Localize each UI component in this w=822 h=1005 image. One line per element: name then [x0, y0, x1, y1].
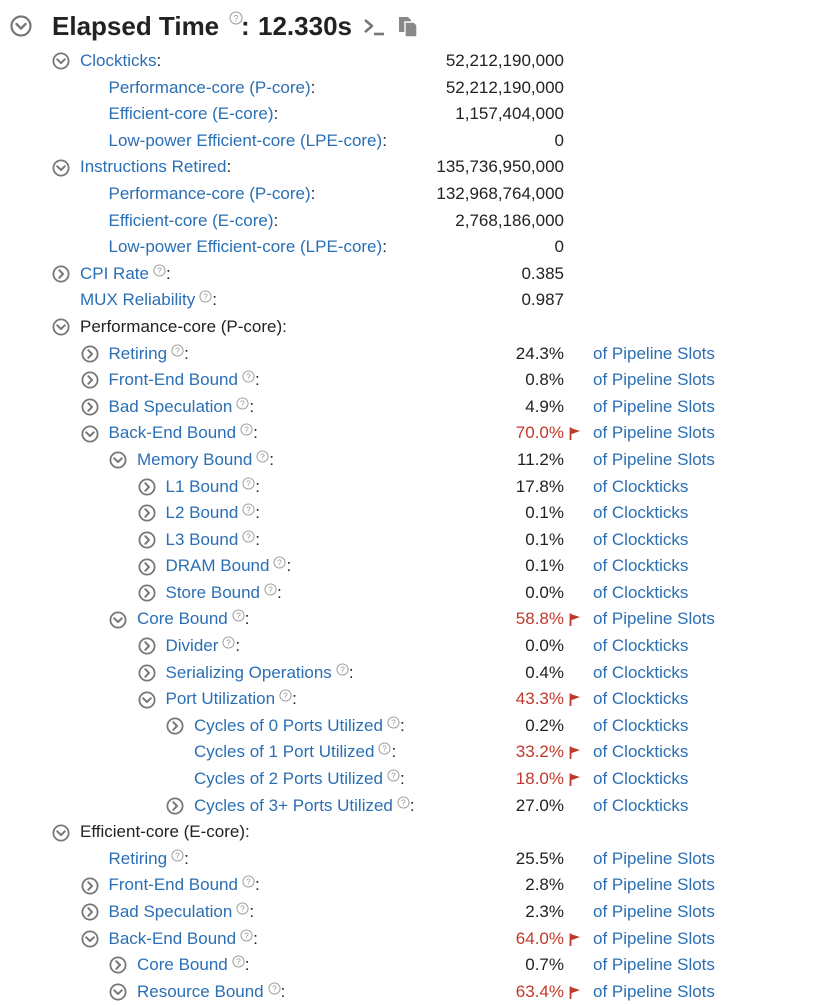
label-colon: : [277, 582, 282, 602]
metric-label[interactable] [137, 606, 249, 633]
metric-row [0, 208, 822, 235]
metric-label[interactable] [109, 420, 258, 447]
metric-label[interactable] [166, 633, 241, 660]
metric-label-text[interactable]: Clockticks [80, 51, 157, 70]
svg-text:?: ? [283, 690, 288, 701]
metric-unit-link[interactable]: of Pipeline Slots [593, 875, 715, 895]
label-colon: : [382, 237, 387, 257]
label-colon: : [253, 423, 258, 443]
collapse-toggle-icon[interactable] [52, 824, 70, 842]
metric-value: 11.2% [517, 449, 564, 469]
metric-label[interactable] [109, 394, 255, 421]
svg-text:?: ? [240, 398, 246, 409]
metric-unit-link[interactable]: of Pipeline Slots [593, 609, 715, 629]
svg-text:?: ? [157, 265, 162, 276]
label-colon: : [292, 689, 297, 709]
metric-row [0, 341, 822, 368]
help-icon[interactable] [199, 290, 212, 303]
metric-unit-link[interactable]: of Clockticks [593, 662, 689, 682]
metric-value: 17.8% [515, 476, 564, 496]
metric-label[interactable] [109, 75, 316, 102]
metric-unit-link[interactable]: of Clockticks [593, 476, 689, 496]
svg-text:?: ? [391, 770, 396, 781]
label-colon: : [249, 396, 255, 416]
metric-label-text[interactable]: L1 Bound [165, 476, 239, 496]
metric-row [0, 633, 822, 660]
metric-label[interactable] [194, 739, 396, 766]
metric-label[interactable] [109, 208, 279, 235]
svg-text:?: ? [246, 531, 252, 542]
metric-row [0, 899, 822, 926]
metric-row [0, 793, 822, 820]
metric-label-text[interactable]: L2 Bound [165, 503, 239, 523]
metric-row [0, 261, 822, 288]
metric-label[interactable] [109, 926, 258, 953]
metric-label[interactable] [109, 128, 387, 155]
metric-value: 43.3% [515, 689, 564, 709]
metric-row [0, 553, 822, 580]
metric-row [0, 686, 822, 713]
help-icon[interactable] [387, 769, 400, 782]
metric-row [0, 580, 822, 607]
metric-label-text[interactable]: Efficient-core (E-core) [108, 104, 274, 124]
metric-label[interactable] [80, 287, 217, 314]
metric-label-text[interactable]: Bad Speculation [108, 396, 233, 416]
svg-text:?: ? [244, 424, 249, 435]
metric-label[interactable] [109, 101, 279, 128]
expand-toggle-icon[interactable] [81, 345, 99, 363]
help-icon[interactable] [256, 450, 269, 463]
metric-row [0, 128, 822, 155]
metric-label[interactable] [166, 660, 354, 687]
metric-unit-link[interactable]: of Clockticks [593, 529, 689, 549]
metric-label[interactable] [194, 793, 415, 820]
expand-toggle-icon[interactable] [138, 504, 156, 522]
svg-text:?: ? [233, 13, 239, 24]
metric-unit-link[interactable]: of Pipeline Slots [593, 955, 715, 975]
metric-label-text[interactable]: Core Bound [137, 609, 228, 629]
collapse-toggle-icon[interactable] [81, 425, 99, 443]
expand-toggle-icon[interactable] [138, 558, 156, 576]
metric-value: 52,212,190,000 [445, 77, 564, 97]
help-icon[interactable] [240, 929, 253, 942]
collapse-toggle-icon[interactable] [109, 983, 127, 1001]
expand-toggle-icon[interactable] [138, 664, 156, 682]
issue-flag-icon[interactable] [569, 746, 581, 759]
metric-label[interactable] [166, 474, 261, 501]
metric-label[interactable] [80, 261, 171, 288]
help-icon[interactable] [279, 689, 292, 702]
expand-toggle-icon[interactable] [138, 637, 156, 655]
metric-label-text[interactable]: Serializing Operations [165, 662, 332, 682]
metric-value: 2.3% [525, 902, 564, 921]
expand-toggle-icon[interactable] [81, 903, 99, 921]
expand-toggle-icon[interactable] [166, 717, 184, 735]
metric-label [80, 819, 250, 846]
metric-row [0, 979, 822, 1005]
metric-row [0, 474, 822, 501]
elapsed-time-title: Elapsed Time [52, 11, 220, 41]
metric-value: 33.2% [515, 742, 564, 762]
label-colon: : [156, 51, 162, 70]
svg-text:?: ? [235, 956, 241, 967]
collapse-toggle-icon[interactable] [138, 691, 156, 709]
metric-row [0, 527, 822, 554]
metric-unit-link[interactable]: of Pipeline Slots [593, 902, 715, 921]
metric-unit-link[interactable]: of Pipeline Slots [593, 928, 715, 948]
help-icon[interactable] [222, 636, 235, 649]
metric-unit-link[interactable]: of Clockticks [593, 742, 689, 762]
help-icon[interactable] [273, 556, 286, 569]
svg-text:?: ? [235, 611, 241, 622]
metric-value: 0.385 [521, 263, 564, 283]
issue-flag-icon[interactable] [569, 986, 581, 999]
metric-label[interactable] [109, 872, 260, 899]
help-icon[interactable] [264, 583, 277, 596]
label-colon: : [310, 183, 316, 203]
metric-value: 52,212,190,000 [445, 51, 564, 70]
metric-label-text[interactable]: Performance-core (P-core) [108, 183, 311, 203]
issue-flag-icon[interactable] [569, 613, 581, 626]
svg-text:?: ? [246, 876, 251, 887]
label-colon: : [273, 210, 279, 230]
label-colon: : [253, 928, 258, 948]
help-icon[interactable] [236, 397, 249, 410]
metric-label-text[interactable]: Performance-core (P-core) [108, 77, 311, 97]
svg-text:?: ? [391, 717, 396, 728]
label-colon: : [212, 290, 217, 310]
help-icon[interactable] [268, 982, 281, 995]
label-colon: : [409, 795, 415, 815]
metric-unit-link[interactable]: of Clockticks [593, 769, 689, 789]
help-icon[interactable] [171, 849, 184, 862]
metric-value: 2,768,186,000 [455, 210, 564, 230]
expand-toggle-icon[interactable] [138, 584, 156, 602]
help-icon[interactable] [336, 663, 349, 676]
metric-label[interactable] [166, 580, 282, 607]
metric-value: 0.0% [525, 582, 564, 602]
svg-text:?: ? [339, 664, 345, 675]
help-icon[interactable] [236, 902, 249, 915]
metric-value: 0.4% [525, 662, 564, 682]
label-colon: : [244, 955, 250, 975]
metric-value: 64.0% [515, 928, 564, 948]
metric-unit-link[interactable]: of Clockticks [593, 689, 689, 709]
metric-row [0, 287, 822, 314]
metric-label-text[interactable]: Cycles of 2 Ports Utilized [194, 769, 383, 789]
metric-label-text: Efficient-core (E-core) [80, 822, 246, 842]
metric-unit-link[interactable]: of Pipeline Slots [593, 981, 715, 1001]
elapsed-time-value: 12.330s [258, 11, 352, 41]
metric-unit-link[interactable]: of Pipeline Slots [593, 423, 715, 443]
label-colon: : [399, 769, 405, 789]
help-icon[interactable] [242, 370, 255, 383]
expand-toggle-icon[interactable] [138, 531, 156, 549]
label-colon: : [282, 316, 287, 336]
metric-value: 25.5% [515, 848, 564, 868]
metric-label-text[interactable]: L3 Bound [165, 529, 239, 549]
help-icon[interactable] [232, 609, 245, 622]
metric-label-text[interactable]: CPI Rate [80, 263, 149, 283]
svg-text:?: ? [268, 584, 273, 595]
metric-row [0, 48, 822, 75]
metric-row [0, 181, 822, 208]
metric-row [0, 952, 822, 979]
metric-row [0, 766, 822, 793]
help-icon[interactable] [242, 530, 255, 543]
help-icon[interactable] [378, 742, 391, 755]
metric-row [0, 420, 822, 447]
expand-toggle-icon[interactable] [52, 265, 70, 283]
metric-label-text: Performance-core (P-core) [80, 316, 283, 336]
metric-label[interactable] [109, 234, 387, 261]
metric-label[interactable] [109, 181, 316, 208]
metric-row [0, 606, 822, 633]
svg-text:?: ? [401, 797, 406, 808]
label-colon: : [399, 715, 405, 735]
metric-label[interactable] [137, 447, 274, 474]
help-icon[interactable] [242, 503, 255, 516]
metric-label-text[interactable]: DRAM Bound [165, 556, 270, 576]
metric-unit-link[interactable]: of Pipeline Slots [593, 449, 715, 469]
metric-label[interactable] [166, 686, 297, 713]
metrics-tree [0, 48, 822, 1005]
metric-value: 27.0% [515, 795, 564, 815]
metric-value: 0.8% [525, 370, 564, 390]
metric-row [0, 367, 822, 394]
metric-label[interactable] [109, 341, 189, 368]
expand-toggle-icon[interactable] [81, 371, 99, 389]
collapse-toggle-icon[interactable] [109, 451, 127, 469]
svg-text:?: ? [246, 504, 252, 515]
metric-value: 63.4% [515, 981, 564, 1001]
collapse-toggle-icon[interactable] [10, 15, 32, 37]
metric-row [0, 660, 822, 687]
label-colon: : [382, 130, 387, 150]
metric-unit-link[interactable]: of Clockticks [593, 556, 689, 576]
metric-label[interactable] [137, 952, 249, 979]
metric-label-text[interactable]: Store Bound [165, 582, 261, 602]
metric-label[interactable] [109, 367, 260, 394]
metric-label-text[interactable]: Cycles of 3+ Ports Utilized [194, 795, 393, 815]
metric-value: 0.0% [525, 636, 564, 656]
label-colon: : [273, 104, 279, 124]
help-icon[interactable] [153, 264, 166, 277]
svg-text:?: ? [226, 637, 232, 648]
collapse-toggle-icon[interactable] [52, 318, 70, 336]
title-separator: : [241, 11, 250, 41]
help-icon[interactable] [240, 423, 253, 436]
metric-row [0, 739, 822, 766]
metric-value: 18.0% [515, 769, 564, 789]
label-colon: : [286, 556, 292, 576]
label-colon: : [255, 529, 261, 549]
metric-value: 2.8% [525, 875, 564, 895]
metric-label-text[interactable]: Core Bound [137, 955, 228, 975]
metric-value: 0 [554, 130, 564, 150]
metric-label-text[interactable]: Front-End Bound [108, 875, 238, 895]
metric-label-text[interactable]: Memory Bound [137, 449, 253, 469]
collapse-toggle-icon[interactable] [109, 611, 127, 629]
svg-text:?: ? [244, 930, 249, 941]
svg-text:?: ? [175, 345, 180, 356]
metric-label-text[interactable]: Instructions Retired [80, 157, 227, 177]
metric-unit-link[interactable]: of Pipeline Slots [593, 848, 715, 868]
label-colon: : [255, 503, 261, 523]
metric-row [0, 500, 822, 527]
metric-label[interactable] [137, 979, 285, 1005]
metric-row [0, 101, 822, 128]
svg-text:?: ? [246, 478, 252, 489]
metric-label[interactable] [80, 154, 231, 181]
label-colon: : [244, 609, 250, 629]
metric-value: 0 [554, 237, 564, 257]
svg-text:?: ? [271, 983, 277, 994]
metric-unit-link[interactable]: of Clockticks [593, 503, 689, 523]
metric-label-text[interactable]: Back-End Bound [108, 928, 237, 948]
label-colon: : [184, 848, 189, 868]
metric-value: 1,157,404,000 [455, 104, 564, 124]
label-colon: : [255, 476, 261, 496]
svg-text:?: ? [246, 371, 251, 382]
svg-text:?: ? [260, 451, 266, 462]
metric-label-text[interactable]: Divider [165, 636, 219, 656]
collapse-toggle-icon[interactable] [52, 159, 70, 177]
metric-value: 132,968,764,000 [436, 183, 564, 203]
metric-unit-link[interactable]: of Clockticks [593, 582, 689, 602]
label-colon: : [235, 636, 241, 656]
copy-icon[interactable] [397, 15, 419, 39]
metric-row [0, 819, 822, 846]
metric-row [0, 926, 822, 953]
metric-row [0, 314, 822, 341]
label-colon: : [165, 263, 171, 283]
label-colon: : [226, 157, 232, 177]
label-colon: : [254, 370, 260, 390]
metric-row [0, 394, 822, 421]
label-colon: : [184, 343, 189, 363]
metric-label-text[interactable]: Retiring [108, 343, 168, 363]
label-colon: : [269, 449, 275, 469]
help-icon[interactable] [242, 875, 255, 888]
label-colon: : [254, 875, 260, 895]
metric-label-text[interactable]: Back-End Bound [108, 423, 237, 443]
metric-label[interactable] [166, 527, 261, 554]
collapse-toggle-icon[interactable] [81, 930, 99, 948]
metric-label [80, 314, 287, 341]
metric-label-text[interactable]: Cycles of 0 Ports Utilized [194, 715, 383, 735]
metric-value: 0.2% [525, 715, 564, 735]
metric-unit-link[interactable]: of Clockticks [593, 636, 689, 656]
metric-unit-link[interactable]: of Clockticks [593, 795, 689, 815]
metric-label-text[interactable]: Low-power Efficient-core (LPE-core) [108, 130, 383, 150]
metric-value: 0.987 [521, 290, 564, 310]
metric-row [0, 234, 822, 261]
metric-label-text[interactable]: Cycles of 1 Port Utilized [194, 742, 375, 762]
expand-toggle-icon[interactable] [81, 877, 99, 895]
expand-toggle-icon[interactable] [81, 398, 99, 416]
svg-text:?: ? [382, 744, 388, 755]
help-icon[interactable] [387, 716, 400, 729]
issue-flag-icon[interactable] [569, 933, 581, 946]
metric-label-text[interactable]: Resource Bound [137, 981, 264, 1001]
metric-value: 0.1% [525, 556, 564, 576]
metric-label-text[interactable]: Efficient-core (E-core) [108, 210, 274, 230]
metric-label-text[interactable]: MUX Reliability [80, 290, 196, 310]
metric-value: 0.7% [525, 955, 564, 975]
metric-label[interactable] [166, 500, 261, 527]
label-colon: : [280, 981, 286, 1001]
expand-toggle-icon[interactable] [138, 478, 156, 496]
metric-label-text[interactable]: Port Utilization [165, 689, 276, 709]
metric-value: 4.9% [525, 396, 564, 416]
help-icon[interactable] [171, 344, 184, 357]
help-icon[interactable] [397, 796, 410, 809]
metric-label-text[interactable]: Low-power Efficient-core (LPE-core) [108, 237, 383, 257]
metric-row [0, 75, 822, 102]
metric-label[interactable] [166, 553, 292, 580]
metric-label[interactable] [194, 713, 405, 740]
issue-flag-icon[interactable] [569, 427, 581, 440]
metric-value: 24.3% [515, 343, 564, 363]
metric-label[interactable] [109, 846, 189, 873]
metric-value: 0.1% [525, 503, 564, 523]
metric-row [0, 447, 822, 474]
metric-label[interactable] [80, 48, 161, 75]
metric-label[interactable] [194, 766, 405, 793]
metric-value: 135,736,950,000 [436, 157, 564, 177]
issue-flag-icon[interactable] [569, 773, 581, 786]
metric-label-text[interactable]: Bad Speculation [108, 902, 233, 921]
metric-value: 70.0% [515, 423, 564, 443]
label-colon: : [310, 77, 316, 97]
metric-row [0, 872, 822, 899]
label-colon: : [391, 742, 397, 762]
metric-row [0, 713, 822, 740]
expand-toggle-icon[interactable] [166, 797, 184, 815]
metric-row [0, 154, 822, 181]
metric-unit-link[interactable]: of Clockticks [593, 715, 689, 735]
svg-text:?: ? [203, 291, 209, 302]
metric-unit-link[interactable]: of Pipeline Slots [593, 396, 715, 416]
metric-label-text[interactable]: Front-End Bound [108, 370, 238, 390]
label-colon: : [348, 662, 354, 682]
metric-unit-link[interactable]: of Pipeline Slots [593, 343, 715, 363]
help-icon[interactable] [242, 477, 255, 490]
metric-unit-link[interactable]: of Pipeline Slots [593, 370, 715, 390]
issue-flag-icon[interactable] [569, 693, 581, 706]
metric-row [0, 846, 822, 873]
label-colon: : [245, 822, 250, 842]
svg-text:?: ? [175, 850, 180, 861]
svg-text:?: ? [240, 903, 246, 914]
metric-label-text[interactable]: Retiring [108, 848, 168, 868]
expand-toggle-icon[interactable] [109, 956, 127, 974]
help-icon[interactable] [232, 955, 245, 968]
terminal-icon[interactable] [362, 16, 386, 38]
metric-value: 58.8% [515, 609, 564, 629]
metric-label[interactable] [109, 899, 255, 926]
label-colon: : [249, 902, 255, 921]
collapse-toggle-icon[interactable] [52, 52, 70, 70]
metric-value: 0.1% [525, 529, 564, 549]
svg-text:?: ? [277, 557, 283, 568]
